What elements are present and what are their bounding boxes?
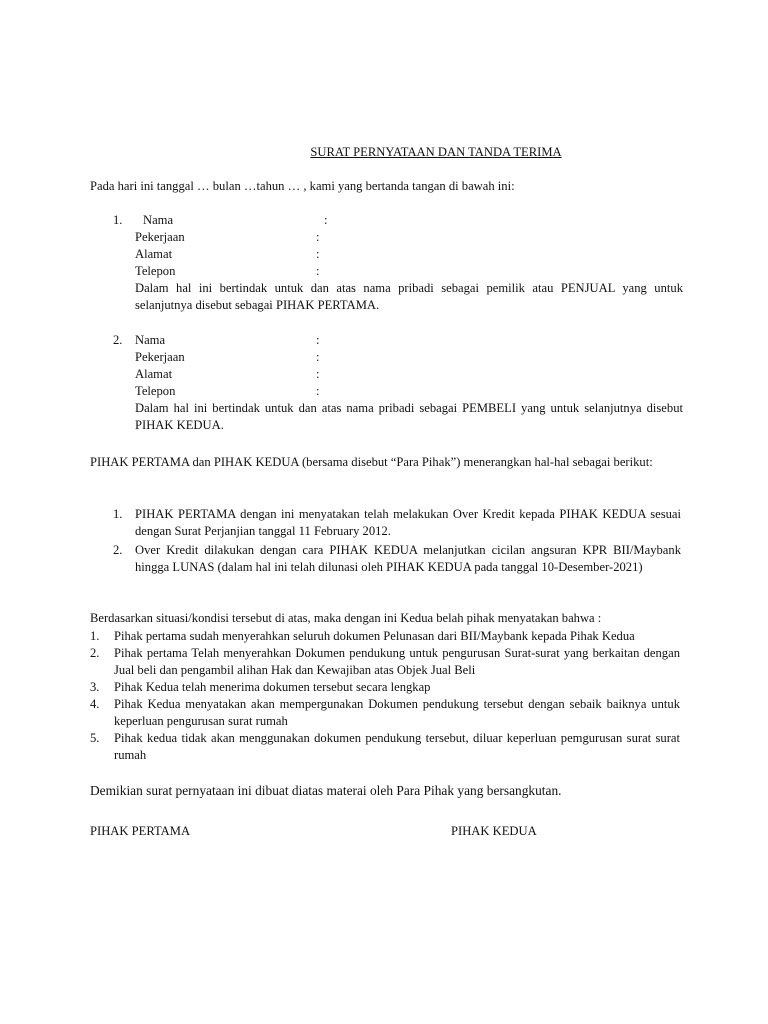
party-one-field-occupation bbox=[135, 229, 683, 246]
field-label: Pekerjaan bbox=[135, 230, 185, 244]
field-colon: : bbox=[316, 367, 320, 381]
party-two-number: 2. bbox=[113, 333, 123, 347]
list-item-number: 3. bbox=[90, 680, 100, 694]
field-colon: : bbox=[324, 213, 328, 227]
list-item-text: Pihak pertama Telah menyerahkan Dokumen pendukung untuk pengurusan Surat-surat yang berkaitan dengan Jual beli dan pengambil alihan Hak dan Kewajiban atas Objek Jual Beli bbox=[114, 646, 680, 677]
list-item bbox=[90, 628, 680, 645]
field-colon: : bbox=[316, 264, 320, 278]
list-item-number: 1. bbox=[90, 629, 100, 643]
signature-label-first-party: PIHAK PERTAMA bbox=[90, 824, 191, 838]
field-label: Alamat bbox=[135, 247, 173, 261]
list-item-text: Pihak kedua tidak akan menggunakan dokumen pendukung tersebut, diluar keperluan pemgurusan surat surat rumah bbox=[114, 731, 680, 762]
list-item bbox=[90, 730, 680, 764]
party-two-field-occupation bbox=[135, 349, 683, 366]
field-colon: : bbox=[316, 230, 320, 244]
list-item bbox=[90, 696, 680, 730]
party-one-description: Dalam hal ini bertindak untuk dan atas nama pribadi sebagai pemilik atau PENJUAL yang untuk selanjutnya disebut sebagai PIHAK PERTAMA. bbox=[135, 281, 683, 312]
field-colon: : bbox=[316, 247, 320, 261]
list-item-text: PIHAK PERTAMA dengan ini menyatakan telah melakukan Over Kredit kepada PIHAK KEDUA sesuai dengan Surat Perjanjian tanggal 11 February 2012. bbox=[135, 507, 681, 538]
list-item-text: Pihak Kedua menyatakan akan mempergunakan Dokumen pendukung tersebut dengan sebaik baiknya untuk keperluan pengurusan surat rumah bbox=[114, 697, 680, 728]
intro-paragraph: Pada hari ini tanggal … bulan …tahun … , kami yang bertanda tangan di bawah ini: bbox=[90, 179, 515, 193]
agreement-intro: Berdasarkan situasi/kondisi tersebut di atas, maka dengan ini Kedua belah pihak menyatakan bahwa : bbox=[90, 611, 602, 625]
list-item bbox=[90, 679, 680, 696]
list-item bbox=[90, 645, 680, 679]
closing-statement: Demikian surat pernyataan ini dibuat diatas materai oleh Para Pihak yang bersangkutan. bbox=[90, 783, 562, 798]
party-two-field-address bbox=[135, 366, 683, 383]
party-one-field-name bbox=[135, 212, 683, 229]
party-one-field-address bbox=[135, 246, 683, 263]
field-label: Nama bbox=[143, 213, 174, 227]
list-item bbox=[113, 506, 681, 540]
list-item-text: Pihak Kedua telah menerima dokumen tersebut secara lengkap bbox=[114, 680, 431, 694]
list-item-number: 5. bbox=[90, 731, 100, 745]
party-two-field-phone bbox=[135, 383, 683, 400]
list-item-text: Pihak pertama sudah menyerahkan seluruh dokumen Pelunasan dari BII/Maybank kepada Pihak Kedua bbox=[114, 629, 635, 643]
signature-label-second-party: PIHAK KEDUA bbox=[451, 824, 537, 838]
list-item-number: 4. bbox=[90, 697, 100, 711]
field-colon: : bbox=[316, 384, 320, 398]
statement-intro: PIHAK PERTAMA dan PIHAK KEDUA (bersama disebut “Para Pihak”) menerangkan hal-hal sebagai berikut: bbox=[90, 455, 653, 469]
field-colon: : bbox=[316, 333, 320, 347]
party-two-field-name bbox=[135, 332, 683, 349]
field-label: Telepon bbox=[135, 384, 176, 398]
party-one-number: 1. bbox=[113, 213, 123, 227]
document-title: SURAT PERNYATAAN DAN TANDA TERIMA bbox=[310, 145, 562, 159]
field-label: Telepon bbox=[135, 264, 176, 278]
list-item-number: 1. bbox=[113, 507, 123, 521]
list-item bbox=[113, 542, 681, 576]
field-label: Nama bbox=[135, 333, 166, 347]
field-label: Alamat bbox=[135, 367, 173, 381]
party-two-block bbox=[113, 332, 683, 434]
list-item-text: Over Kredit dilakukan dengan cara PIHAK KEDUA melanjutkan cicilan angsuran KPR BII/Maybank hingga LUNAS (dalam hal ini telah dilunasi oleh PIHAK KEDUA pada tanggal 10-Desember-2021) bbox=[135, 543, 681, 574]
list-item-number: 2. bbox=[90, 646, 100, 660]
list-item-number: 2. bbox=[113, 543, 123, 557]
party-two-description: Dalam hal ini bertindak untuk dan atas nama pribadi sebagai PEMBELI yang untuk selanjutnya disebut PIHAK KEDUA. bbox=[135, 401, 683, 432]
field-colon: : bbox=[316, 350, 320, 364]
field-label: Pekerjaan bbox=[135, 350, 185, 364]
party-one-field-phone bbox=[135, 263, 683, 280]
party-one-block bbox=[113, 212, 683, 314]
statement-points-list bbox=[113, 506, 681, 578]
agreements-list bbox=[90, 628, 680, 764]
